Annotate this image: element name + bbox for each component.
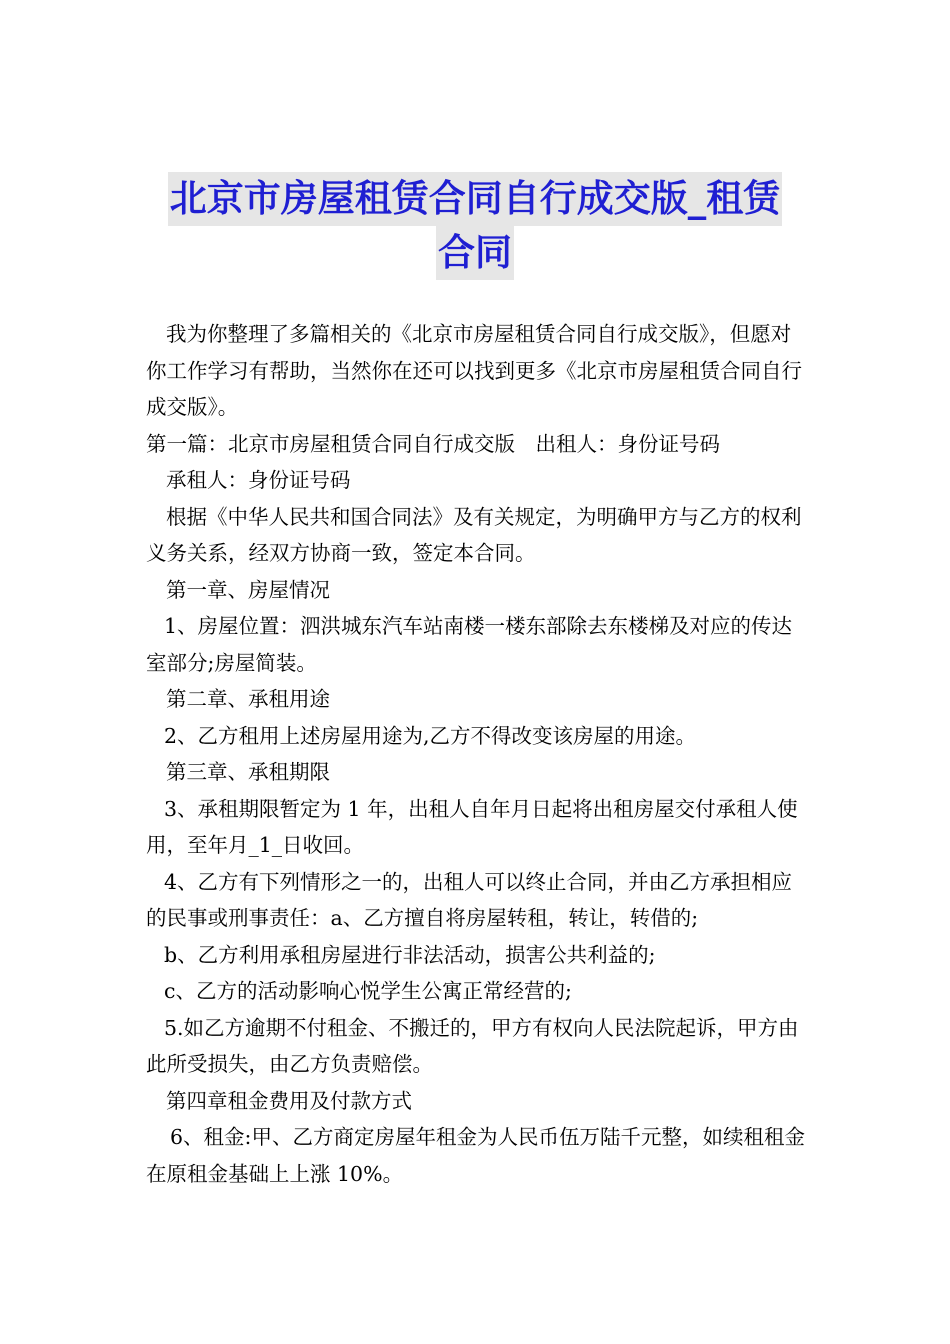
clause-4: 4、乙方有下列情形之一的，出租人可以终止合同，并由乙方承担相应的民事或刑事责任：a、乙方擅自将房屋转租，转让，转借的; — [146, 869, 793, 930]
clause-2: 2、乙方租用上述房屋用途为,乙方不得改变该房屋的用途。 — [164, 723, 697, 748]
chapter-heading-4: 第四章租金费用及付款方式 — [166, 1088, 412, 1113]
chapter-heading-3: 第三章、承租期限 — [166, 760, 330, 784]
title-line-2: 合同 — [436, 226, 514, 280]
clause-5: 5.如乙方逾期不付租金、不搬迁的，甲方有权向人民法院起诉，甲方由此所受损失，由乙方负责赔偿。 — [146, 1015, 799, 1076]
document-body — [146, 316, 810, 1192]
chapter-heading-1: 第一章、房屋情况 — [166, 577, 330, 602]
clause-4-b: b、乙方利用承租房屋进行非法活动，损害公共利益的; — [164, 942, 656, 967]
clause-3: 3、承租期限暂定为 1 年，出租人自年月日起将出租房屋交付承租人使用，至年月_1_日收回。 — [146, 796, 798, 857]
intro-paragraph: 我为你整理了多篇相关的《北京市房屋租赁合同自行成交版》，但愿对你工作学习有帮助，当然你在还可以找到更多《北京市房屋租赁合同自行成交版》。 — [146, 322, 802, 419]
clause-6: 6、租金:甲、乙方商定房屋年租金为人民币伍万陆千元整，如续租租金在原租金基础上上涨 10%。 — [146, 1125, 805, 1186]
paragraph-first-article: 第一篇：北京市房屋租赁合同自行成交版 出租人：身份证号码 — [146, 431, 720, 456]
paragraph-lessee: 承租人：身份证号码 — [166, 468, 351, 492]
document-title — [140, 172, 810, 280]
title-line-1: 北京市房屋租赁合同自行成交版_租赁 — [168, 172, 783, 226]
paragraph-preamble: 根据《中华人民共和国合同法》及有关规定，为明确甲方与乙方的权利义务关系，经双方协商一致，签定本合同。 — [146, 504, 802, 565]
clause-4-c: c、乙方的活动影响心悦学生公寓正常经营的; — [164, 979, 572, 1003]
chapter-heading-2: 第二章、承租用途 — [166, 687, 330, 711]
clause-1: 1、房屋位置：泗洪城东汽车站南楼一楼东部除去东楼梯及对应的传达室部分;房屋简装。 — [146, 614, 793, 675]
